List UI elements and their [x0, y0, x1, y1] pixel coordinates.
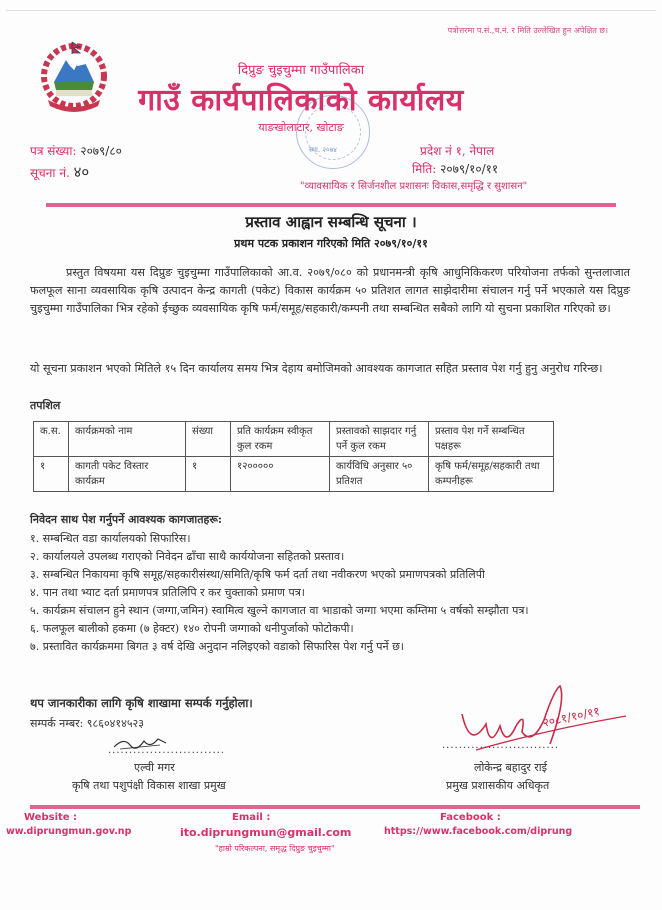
- program-table: [33, 421, 554, 492]
- table-header-cell: क.स.: [34, 422, 69, 457]
- letter-number-value: २०७९/८०: [80, 144, 122, 158]
- notice-number-label: सूचना नं.: [30, 166, 70, 180]
- table-cell: कार्यविधि अनुसार ५० प्रतिशत: [330, 457, 429, 492]
- documents-heading: निवेदन साथ पेश गर्नुपर्ने आवश्यक कागजातहरू:: [30, 513, 222, 526]
- table-cell: कृषि फर्म/समूह/सहकारी तथा कम्पनीहरू: [429, 457, 554, 492]
- notice-paragraph-2: यो सूचना प्रकाशन भएको मितिले १५ दिन कार्यालय समय भित्र देहाय बमोजिमको आवश्यक कागजात सहित प्रस्ताव पेश गर्नु हुनु अनुरोध गरिन्छ।: [30, 362, 603, 375]
- letter-number-label: पत्र संख्या:: [30, 144, 77, 158]
- office-stamp: [296, 95, 370, 169]
- notice-paragraph-1: प्रस्तुत विषयमा यस दिप्रुङ चुइचुम्मा गाउँपालिकाको आ.व. २०७९/०८० को प्रधानमन्त्री कृषि आधुनिकिकरण परियोजना तर्फको सुन्तलाजात फलफूल साना व्यवसायिक कृषि उत्पादन केन्द्र कागती (पकेट) विकास कार्यक्रम ५० प्रतिशत लागत साझेदारीमा संचालन गर्नु पर्ने भएकाले यस दिप्रुङ चुइचुम्मा गाउँपालिका भित्र रहेको ईच्छुक व्यवसायिक कृषि फर्म/समूह/सहकारी/कम्पनी तथा सम्बन्धित सबैको लागि यो सुचना प्रकाशित गरिएको छ।: [30, 266, 630, 315]
- footer-motto: "हाम्रो परिकल्पना, समृद्ध दिप्रुङ चुइचुम्मा": [215, 844, 335, 853]
- table-header-cell: संख्या: [186, 422, 231, 457]
- email-link[interactable]: ito.diprungmun@gmail.com: [180, 826, 352, 839]
- list-item: ७. प्रस्तावित कार्यक्रममा बिगत ३ वर्ष देखि अनुदान नलिइएको वडाको सिफारिस पेश गर्नु पर्ने छ।: [30, 640, 404, 653]
- list-item: १. सम्बन्धित वडा कार्यालयको सिफारिस।: [30, 532, 191, 545]
- list-item: २. कार्यालयले उपलब्ध गराएको निवेदन ढाँचा साथै कार्ययोजना सहितको प्रस्ताव।: [30, 550, 345, 563]
- left-signer-name: एल्वी मगर: [134, 761, 175, 774]
- letter-number: [30, 142, 122, 159]
- table-header-cell: कार्यक्रमको नाम: [69, 422, 186, 457]
- left-signature-line: ............................: [108, 745, 226, 756]
- left-signer-title: कृषि तथा पशुपंक्षी विकास शाखा प्रमुख: [72, 779, 226, 792]
- table-cell: १: [186, 457, 231, 492]
- table-header-cell: प्रस्तावको साझदार गर्नु पर्ने कुल रकम: [330, 422, 429, 457]
- date: [412, 160, 498, 177]
- stamp-text: स्था. २०७४: [309, 146, 337, 154]
- reply-note: पत्रोत्तरमा प.सं.,च.नं. र मिति उल्लेखित हुन अपेक्षित छ।: [447, 26, 608, 35]
- office-address: याङखोलाटार, खोटाङ: [258, 121, 344, 134]
- list-item: ६. फलफूल बालीको हकमा (७ हेक्टर) १४० रोपनी जग्गाको धनीपुर्जाको फोटोकपी।: [30, 622, 354, 635]
- notice-number-value: ४०: [73, 163, 90, 181]
- office-name: गाउँ कार्यपालिकाको कार्यालय: [138, 83, 464, 118]
- table-cell: १२०००००: [231, 457, 330, 492]
- website-link[interactable]: ww.diprungmun.gov.np: [6, 826, 132, 837]
- date-value: २०७९/१०/११: [440, 162, 499, 176]
- email-label: Email :: [232, 812, 271, 823]
- table-row: [34, 457, 554, 492]
- notice-subtitle: प्रथम पटक प्रकाशन गरिएको मिति २०७९/१०/११: [234, 237, 428, 250]
- table-cell: १: [34, 457, 69, 492]
- table-header-row: [34, 422, 554, 457]
- facebook-link[interactable]: https://www.facebook.com/diprung: [384, 826, 573, 837]
- right-signer-name: लोकेन्द्र बहादुर राई: [474, 761, 548, 774]
- slogan: "व्यावसायिक र सिर्जनशील प्रशासनः विकास,समृद्धि र सुशासन": [300, 181, 528, 192]
- table-cell: कागती पकेट विस्तार कार्यक्रम: [69, 457, 186, 492]
- contact-phone: सम्पर्क नम्बर: ९८६०४१४५२३: [30, 717, 144, 730]
- details-label: तपशिल: [30, 399, 61, 412]
- right-signature-line: ............................: [442, 740, 560, 751]
- province: प्रदेश नं १, नेपाल: [420, 144, 495, 158]
- right-signer-title: प्रमुख प्रशासकीय अधिकृत: [446, 779, 550, 792]
- more-info: थप जानकारीका लागि कृषि शाखामा सम्पर्क गर्नुहोला।: [30, 696, 253, 710]
- notice-title: प्रस्ताव आह्वान सम्बन्धि सूचना ।: [245, 213, 417, 231]
- municipality-name: दिप्रुङ चुइचुम्मा गाउँपालिका: [237, 63, 365, 78]
- list-item: ५. कार्यक्रम संचालन हुने स्थान (जग्गा,जमिन) स्वामित्व खुल्ने कागजात वा भाडाको जग्गा भएमा कम्तिमा ५ वर्षको सम्झौता पत्र।: [30, 604, 529, 617]
- header-rule: [46, 203, 616, 207]
- top-border: [6, 10, 656, 11]
- table-header-cell: प्रति कार्यक्रम स्वीकृत कुल रकम: [231, 422, 330, 457]
- list-item: ४. पान तथा भ्याट दर्ता प्रमाणपत्र प्रतिलिपि र कर चुक्ताको प्रमाण पत्र।: [30, 586, 305, 599]
- website-label: Website :: [24, 812, 78, 823]
- table-header-cell: प्रस्ताव पेश गर्ने सम्बन्धित पक्षहरू: [429, 422, 554, 457]
- date-label: मिति:: [412, 162, 437, 176]
- facebook-label: Facebook :: [440, 812, 501, 823]
- footer-rule: [30, 805, 640, 809]
- handwritten-date: २०८१/१०/११: [541, 704, 601, 730]
- notice-number: [30, 162, 89, 182]
- list-item: ३. सम्बन्धित निकायमा कृषि समूह/सहकारीसंस्था/समिति/कृषि फर्म दर्ता तथा नवीकरण भएको प्रमाणपत्रको प्रतिलिपी: [30, 568, 485, 581]
- documents-list: [30, 530, 630, 656]
